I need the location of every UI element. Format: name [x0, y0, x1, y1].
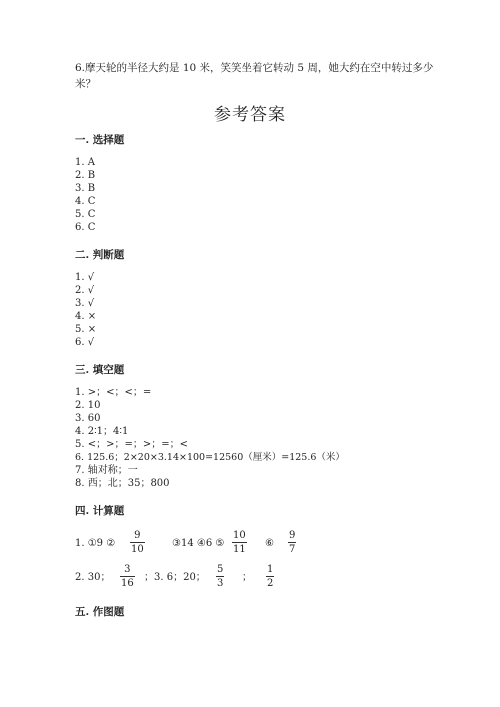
calc-row1-text-2: ③14 ④6 ⑤: [172, 538, 225, 549]
fraction-numerator: 10: [233, 530, 246, 541]
fraction-bar: [120, 576, 135, 577]
calc-row2-text-2: ；3. 6；20；: [144, 572, 206, 583]
section-choice-heading: 一. 选择题: [75, 134, 125, 146]
fill-answer-7: 7. 轴对称；一: [75, 465, 138, 476]
question-6-text: 6.摩天轮的半径大约是 10 米，笑笑坐着它转动 5 周，她大约在空中转过多少米？: [75, 62, 434, 90]
judge-answer-5: 5. ×: [75, 324, 97, 335]
choice-answer-3: 3. B: [75, 183, 96, 194]
choice-answer-1: 1. A: [75, 157, 95, 168]
judge-answer-2: 2. √: [75, 285, 95, 296]
calc-row2-fraction-3: [266, 564, 274, 589]
calc-row1-text-3: ⑥: [265, 538, 274, 549]
section-draw-heading: 五. 作图题: [75, 606, 125, 618]
calc-row1-fraction-2: [232, 530, 247, 555]
choice-answer-4: 4. C: [75, 196, 96, 207]
fraction-bar: [216, 576, 224, 577]
calc-row2-fraction-1: [120, 564, 135, 589]
fraction-numerator: 3: [124, 564, 131, 575]
choice-answer-6: 6. C: [75, 222, 96, 233]
fill-answer-6: 6. 125.6；2×20×3.14×100=12560（厘米）=125.6（米）: [75, 452, 345, 463]
section-calc-heading: 四. 计算题: [75, 505, 125, 517]
calc-row1-fraction-3: [288, 530, 296, 555]
fill-answer-3: 3. 60: [75, 413, 101, 424]
calc-row2-text-3: ；: [242, 572, 252, 583]
fraction-bar: [266, 576, 274, 577]
fraction-numerator: 9: [134, 530, 141, 541]
section-judge-heading: 二. 判断题: [75, 249, 125, 261]
fraction-numerator: 5: [217, 564, 224, 575]
fraction-denominator: 11: [233, 544, 246, 555]
fraction-bar: [232, 542, 247, 543]
fill-answer-1: 1. >；<；<；=: [75, 387, 152, 398]
fraction-bar: [288, 542, 296, 543]
fraction-denominator: 2: [267, 578, 274, 589]
calc-row1-text-1: 1. ①9 ②: [75, 538, 116, 549]
answer-key-title: 参考答案: [214, 105, 286, 125]
fraction-bar: [130, 542, 145, 543]
calc-row2-fraction-2: [216, 564, 224, 589]
fraction-denominator: 7: [289, 544, 296, 555]
judge-answer-1: 1. √: [75, 272, 95, 283]
judge-answer-4: 4. ×: [75, 311, 97, 322]
fill-answer-2: 2. 10: [75, 400, 101, 411]
fraction-numerator: 9: [289, 530, 296, 541]
fraction-numerator: 1: [267, 564, 274, 575]
fill-answer-5: 5. <；>；=；>；=；<: [75, 439, 188, 450]
fraction-denominator: 16: [121, 578, 134, 589]
fill-answer-8: 8. 西；北；35；800: [75, 478, 170, 489]
choice-answer-5: 5. C: [75, 209, 96, 220]
calc-row1-fraction-1: [130, 530, 145, 555]
judge-answer-3: 3. √: [75, 298, 95, 309]
calc-row2-text-1: 2. 30；: [75, 572, 111, 583]
fill-answer-4: 4. 2∶1；4∶1: [75, 426, 129, 437]
fraction-denominator: 10: [131, 544, 144, 555]
judge-answer-6: 6. √: [75, 337, 95, 348]
fraction-denominator: 3: [217, 578, 224, 589]
choice-answer-2: 2. B: [75, 170, 96, 181]
section-fill-heading: 三. 填空题: [75, 364, 125, 376]
